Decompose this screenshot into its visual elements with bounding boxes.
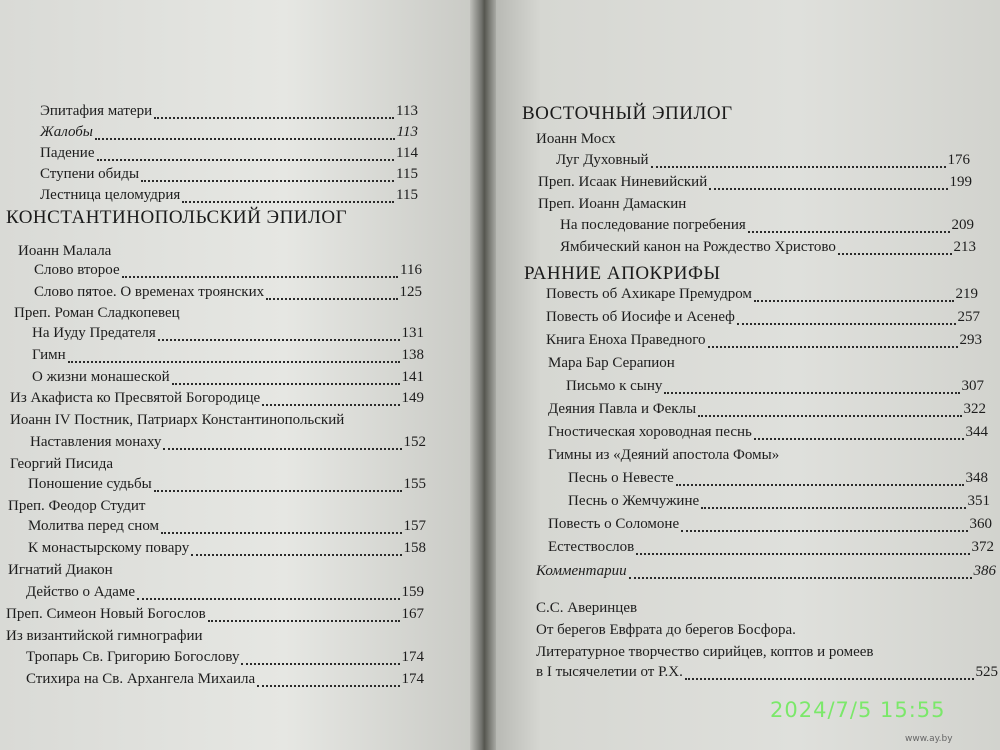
toc-entry: Падение 114 [40, 145, 418, 161]
toc-entry: Гностическая хороводная песнь 344 [548, 424, 988, 440]
toc-entry: Песнь о Невесте 348 [568, 470, 988, 486]
toc-entry: Поношение судьбы 155 [28, 476, 426, 492]
toc-entry: Стихира на Св. Архангела Михаила 174 [26, 671, 424, 687]
book-gutter [470, 0, 496, 750]
author-name: Иоанн Мосх [536, 131, 616, 147]
toc-entry: Преп. Исаак Ниневийский 199 [538, 174, 972, 190]
toc-entry: Естествослов 372 [548, 539, 994, 555]
author-name: Из византийской гимнографии [6, 628, 203, 644]
author-name: Георгий Писида [10, 456, 113, 472]
toc-entry: Жалобы 113 [40, 124, 418, 140]
toc-entry: Слово пятое. О временах троянских 125 [34, 284, 422, 300]
author-name: Мара Бар Серапион [548, 355, 675, 371]
toc-entry: Повесть о Соломоне 360 [548, 516, 992, 532]
toc-entry: Молитва перед сном 157 [28, 518, 426, 534]
toc-entry: Повесть об Ахикаре Премудром 219 [546, 286, 978, 302]
toc-entry: Деяния Павла и Феклы 322 [548, 401, 986, 417]
toc-entry: Из Акафиста ко Пресвятой Богородице 149 [10, 390, 424, 406]
toc-entry: Слово второе 116 [34, 262, 422, 278]
toc-entry: Наставления монаху 152 [30, 434, 426, 450]
toc-entry: Тропарь Св. Григорию Богослову 174 [26, 649, 424, 665]
toc-entry: К монастырскому повару 158 [28, 540, 426, 556]
toc-entry: Письмо к сыну 307 [566, 378, 984, 394]
afterword-title-line: Литературное творчество сирийцев, коптов и ромеев [536, 644, 874, 660]
left-page [0, 0, 476, 750]
right-page [490, 0, 1000, 750]
watermark: www.ay.by [905, 734, 953, 744]
toc-entry: Гимн 138 [32, 347, 424, 363]
toc-entry: Повесть об Иосифе и Асенеф 257 [546, 309, 980, 325]
section-heading: РАННИЕ АПОКРИФЫ [524, 263, 721, 284]
author-name: Гимны из «Деяний апостола Фомы» [548, 447, 780, 463]
photo-timestamp: 2024/7/5 15:55 [770, 698, 946, 722]
toc-entry: О жизни монашеской 141 [32, 369, 424, 385]
toc-entry: На Иуду Предателя 131 [32, 325, 424, 341]
afterword-title-line: От берегов Евфрата до берегов Босфора. [536, 622, 796, 638]
toc-entry: Действо о Адаме 159 [26, 584, 424, 600]
author-name: Преп. Роман Сладкопевец [14, 305, 180, 321]
toc-entry: На последование погребения 209 [560, 217, 974, 233]
toc-entry: Книга Еноха Праведного 293 [546, 332, 982, 348]
author-name: Преп. Иоанн Дамаскин [538, 196, 687, 212]
author-name: Преп. Феодор Студит [8, 498, 146, 514]
afterword-entry: в I тысячелетии от Р.Х. 525 [536, 664, 998, 680]
toc-entry: Песнь о Жемчужине 351 [568, 493, 990, 509]
author-name: Иоанн IV Постник, Патриарх Константинопольский [10, 412, 345, 428]
toc-entry: Эпитафия матери 113 [40, 103, 418, 119]
author-name: Иоанн Малала [18, 243, 112, 259]
toc-entry: Луг Духовный 176 [556, 152, 970, 168]
section-heading: ВОСТОЧНЫЙ ЭПИЛОГ [522, 103, 733, 124]
afterword-author: С.С. Аверинцев [536, 600, 638, 616]
toc-entry: Ямбический канон на Рождество Христово 213 [560, 239, 976, 255]
author-name: Игнатий Диакон [8, 562, 113, 578]
section-heading: КОНСТАНТИНОПОЛЬСКИЙ ЭПИЛОГ [6, 207, 348, 228]
toc-entry: Ступени обиды 115 [40, 166, 418, 182]
toc-entry: Преп. Симеон Новый Богослов 167 [6, 606, 424, 622]
toc-entry: Лестница целомудрия 115 [40, 187, 418, 203]
commentary-entry: Комментарии 386 [536, 563, 996, 579]
